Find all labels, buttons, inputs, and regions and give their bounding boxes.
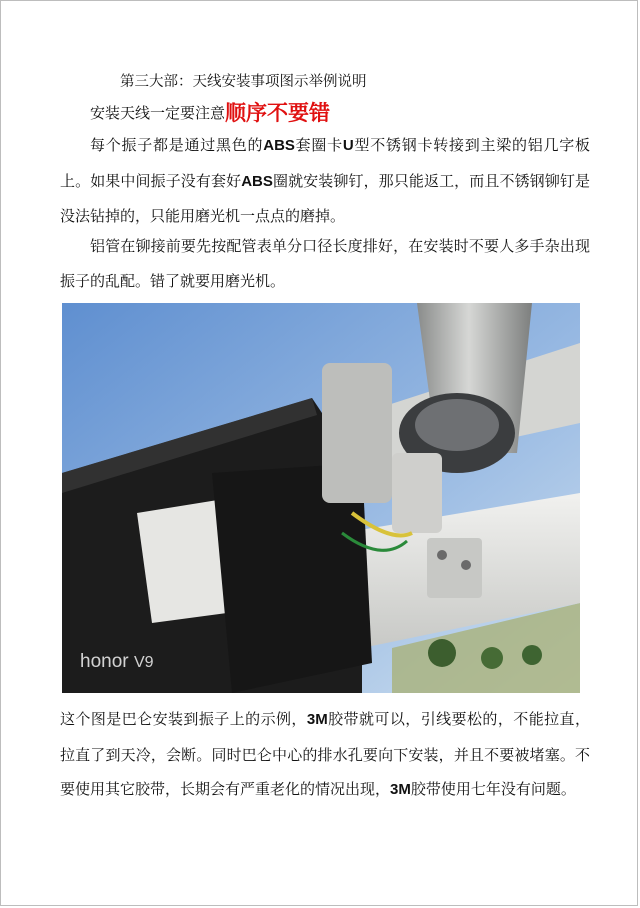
section-title: 第三大部：天线安装事项图示举例说明	[120, 74, 367, 90]
install-note-lead: 安装天线一定要注意	[90, 104, 226, 122]
install-note-emphasis: 顺序不要错	[225, 101, 331, 125]
paragraph-balun-example: 这个图是巴仑安装到振子上的示例，3M胶带就可以，引线要松的，不能拉直，拉直了到天冷，会断。同时巴仑中心的排水孔要向下安装，并且不要被堵塞。不要使用其它胶带，长期会有严重老化的情况出现，3M胶带使用七年没有问题。	[60, 710, 590, 798]
paragraph-aluminum-tube: 铝管在铆接前要先按配管表单分口径长度排好，在安装时不要人多手杂出现振子的乱配。错了就要用磨光机。	[60, 237, 590, 290]
watermark-model: V9	[134, 654, 154, 671]
paragraph-abs-ring: 每个振子都是通过黑色的ABS套圈卡U型不锈钢卡转接到主梁的铝几字板上。如果中间振子没有套好ABS圈就安装铆钉，那只能返工，而且不锈钢铆钉是没法钻掉的，只能用磨光机一点点的磨掉。	[60, 136, 590, 225]
balun-installation-photo	[62, 303, 580, 693]
watermark-brand: honor	[80, 651, 129, 672]
install-note	[90, 100, 330, 126]
